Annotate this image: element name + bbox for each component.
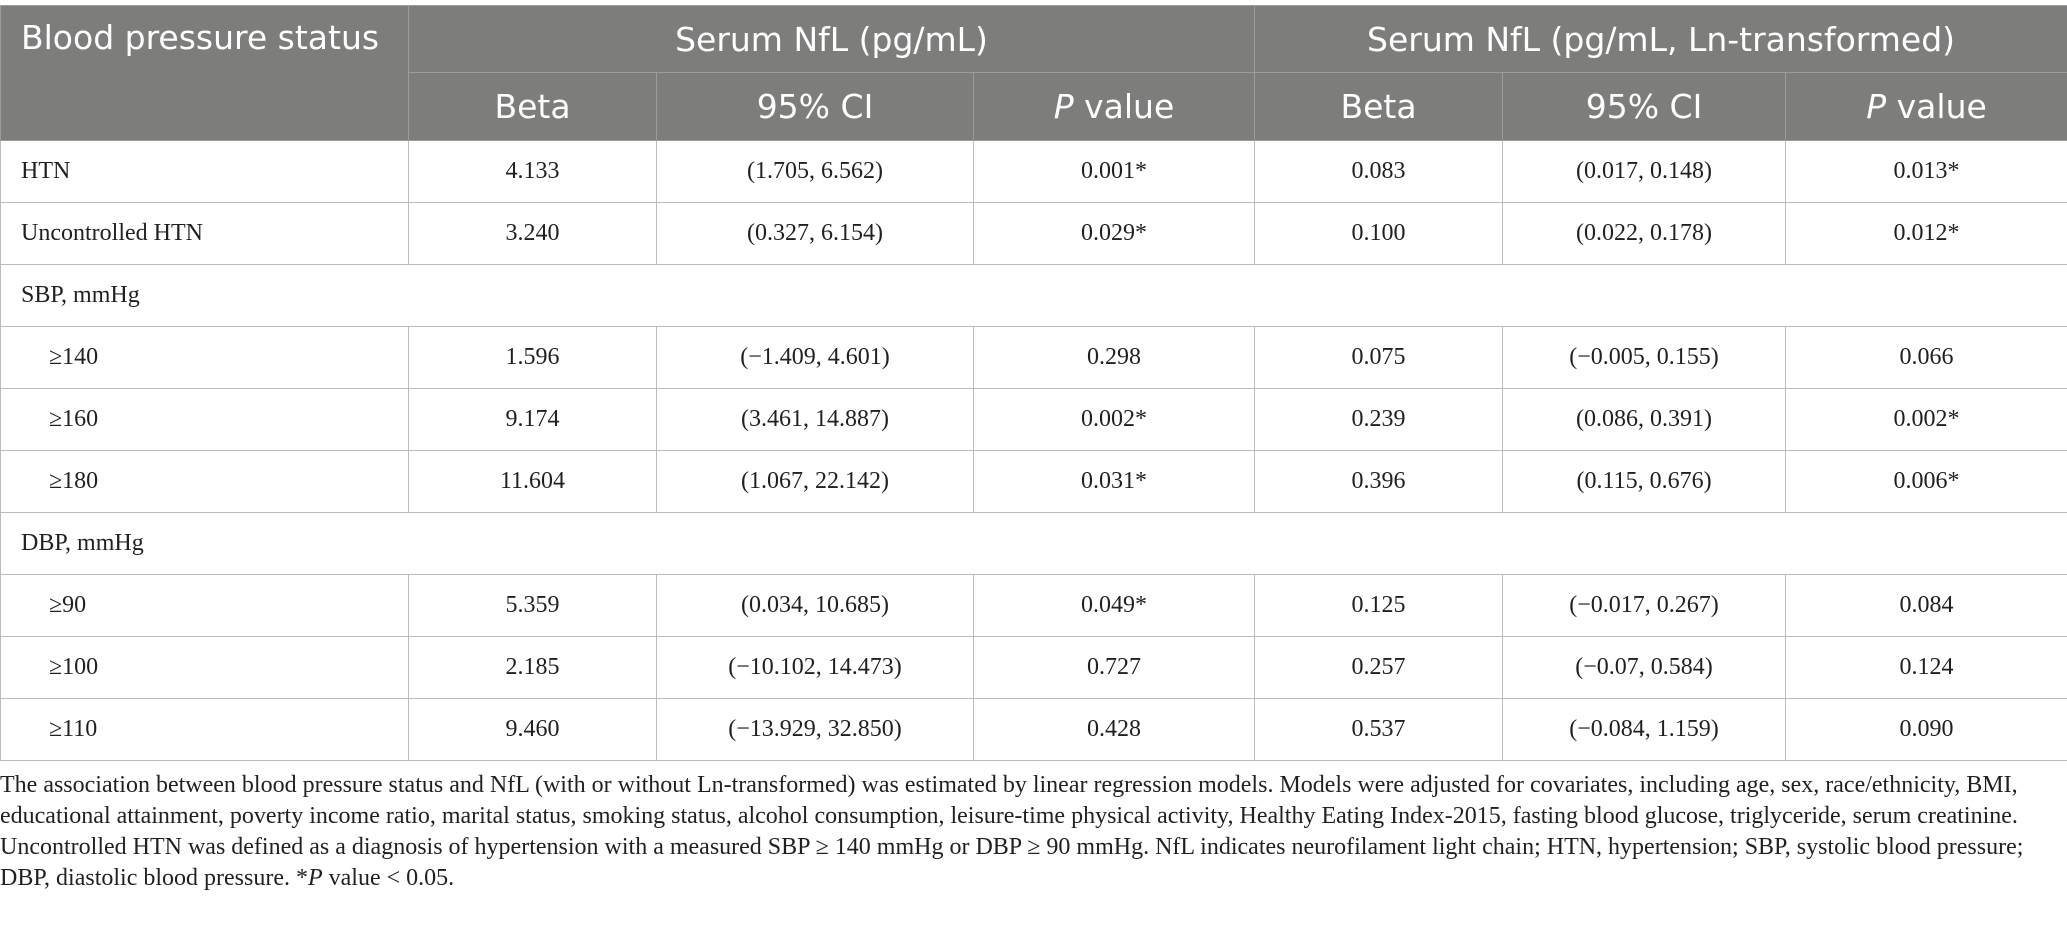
- beta-cell: 0.083: [1255, 141, 1503, 203]
- ci-cell: (3.461, 14.887): [657, 389, 974, 451]
- beta-cell: 11.604: [409, 451, 657, 513]
- beta-cell: 0.257: [1255, 637, 1503, 699]
- table-row: [1, 637, 2067, 699]
- footnote-p: P: [307, 865, 323, 891]
- footnote-sig-rest: value < 0.05.: [322, 865, 455, 891]
- ci-cell: (−13.929, 32.850): [657, 699, 974, 761]
- p-value-cell: 0.066: [1786, 327, 2067, 389]
- ci-cell: (0.034, 10.685): [657, 575, 974, 637]
- beta-cell: 5.359: [409, 575, 657, 637]
- row-label: ≥180: [1, 451, 409, 513]
- beta-cell: 0.075: [1255, 327, 1503, 389]
- ci-cell: (0.022, 0.178): [1503, 203, 1786, 265]
- table-footnote: [0, 770, 2062, 894]
- footnote-text: The association between blood pressure status and NfL (with or without Ln-transformed) was estimated by linear regression models. Models were adjusted for covariates, including age, sex, race/ethnicity, BMI, educational attainment, poverty income ratio, marital status, smoking status, alcohol consumption, leisure-time physical activity, Healthy Eating Index-2015, fasting blood glucose, triglyceride, serum creatinine. Uncontrolled HTN was defined as a diagnosis of hypertension with a measured SBP ≥ 140 mmHg or DBP ≥ 90 mmHg. NfL indicates neurofilament light chain; HTN, hypertension; SBP, systolic blood pressure; DBP, diastolic blood pressure.: [0, 772, 2024, 891]
- header-group-raw: Serum NfL (pg/mL): [409, 6, 1255, 73]
- section-label: DBP, mmHg: [1, 513, 2067, 575]
- header-beta: Beta: [409, 73, 657, 141]
- section-row: [1, 513, 2067, 575]
- table-row: [1, 141, 2067, 203]
- ci-cell: (−0.005, 0.155): [1503, 327, 1786, 389]
- header-row-label: Blood pressure status: [1, 6, 409, 141]
- beta-cell: 2.185: [409, 637, 657, 699]
- table-row: [1, 451, 2067, 513]
- beta-cell: 0.125: [1255, 575, 1503, 637]
- p-value-cell: 0.031*: [974, 451, 1255, 513]
- p-value-cell: 0.029*: [974, 203, 1255, 265]
- row-label: HTN: [1, 141, 409, 203]
- p-value-cell: 0.428: [974, 699, 1255, 761]
- ci-cell: (1.705, 6.562): [657, 141, 974, 203]
- p-value-cell: 0.727: [974, 637, 1255, 699]
- row-label: ≥160: [1, 389, 409, 451]
- beta-cell: 4.133: [409, 141, 657, 203]
- p-value-cell: 0.001*: [974, 141, 1255, 203]
- p-value-cell: 0.090: [1786, 699, 2067, 761]
- header-ci: 95% CI: [1503, 73, 1786, 141]
- p-value-cell: 0.006*: [1786, 451, 2067, 513]
- row-label: ≥90: [1, 575, 409, 637]
- results-table: [0, 5, 2067, 761]
- ci-cell: (0.327, 6.154): [657, 203, 974, 265]
- footnote-star: *: [295, 865, 308, 891]
- beta-cell: 0.100: [1255, 203, 1503, 265]
- row-label: Uncontrolled HTN: [1, 203, 409, 265]
- row-label: ≥110: [1, 699, 409, 761]
- header-p-value: P value: [974, 73, 1255, 141]
- beta-cell: 0.396: [1255, 451, 1503, 513]
- beta-cell: 0.537: [1255, 699, 1503, 761]
- beta-cell: 9.174: [409, 389, 657, 451]
- ci-cell: (1.067, 22.142): [657, 451, 974, 513]
- beta-cell: 3.240: [409, 203, 657, 265]
- p-value-cell: 0.124: [1786, 637, 2067, 699]
- ci-cell: (−0.017, 0.267): [1503, 575, 1786, 637]
- ci-cell: (0.017, 0.148): [1503, 141, 1786, 203]
- header-beta: Beta: [1255, 73, 1503, 141]
- beta-cell: 1.596: [409, 327, 657, 389]
- row-label: ≥140: [1, 327, 409, 389]
- header-p-value: P value: [1786, 73, 2067, 141]
- beta-cell: 9.460: [409, 699, 657, 761]
- p-value-cell: 0.013*: [1786, 141, 2067, 203]
- p-value-cell: 0.012*: [1786, 203, 2067, 265]
- beta-cell: 0.239: [1255, 389, 1503, 451]
- table-row: [1, 699, 2067, 761]
- table-row: [1, 327, 2067, 389]
- ci-cell: (0.086, 0.391): [1503, 389, 1786, 451]
- p-value-cell: 0.002*: [974, 389, 1255, 451]
- ci-cell: (−0.07, 0.584): [1503, 637, 1786, 699]
- row-label: ≥100: [1, 637, 409, 699]
- header-ci: 95% CI: [657, 73, 974, 141]
- table-row: [1, 389, 2067, 451]
- p-value-cell: 0.298: [974, 327, 1255, 389]
- p-value-cell: 0.049*: [974, 575, 1255, 637]
- header-group-ln: Serum NfL (pg/mL, Ln-transformed): [1255, 6, 2067, 73]
- ci-cell: (−10.102, 14.473): [657, 637, 974, 699]
- p-value-cell: 0.002*: [1786, 389, 2067, 451]
- section-row: [1, 265, 2067, 327]
- table-row: [1, 575, 2067, 637]
- section-label: SBP, mmHg: [1, 265, 2067, 327]
- ci-cell: (0.115, 0.676): [1503, 451, 1786, 513]
- table-row: [1, 203, 2067, 265]
- ci-cell: (−0.084, 1.159): [1503, 699, 1786, 761]
- p-value-cell: 0.084: [1786, 575, 2067, 637]
- ci-cell: (−1.409, 4.601): [657, 327, 974, 389]
